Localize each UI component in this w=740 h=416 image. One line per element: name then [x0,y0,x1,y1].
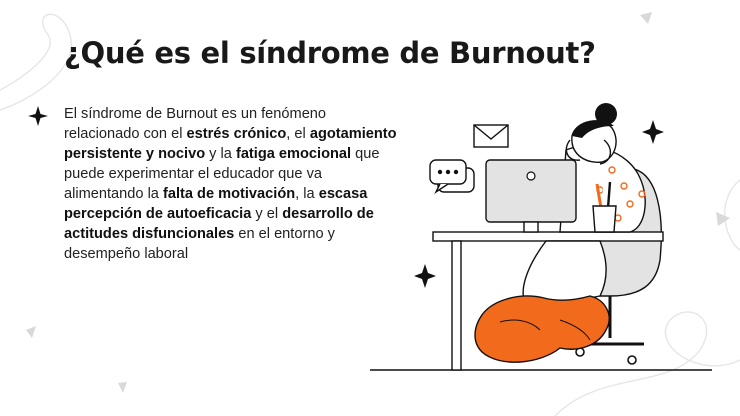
text-run: El síndrome de Burnout es un fenómeno relacionado con el [64,106,327,142]
text-run: y la [205,146,236,162]
chat-bubble-icon [430,160,474,192]
desk-top [433,232,663,241]
sparkle-icon [642,120,664,144]
emphasized-phrase: escasa percepción de autoeficacia [64,186,368,222]
computer-monitor [486,160,576,232]
person-legs [523,241,606,302]
text-run: y el [251,206,283,222]
emphasized-phrase: estrés crónico [186,126,287,142]
emphasized-phrase: fatiga emocional [235,146,352,162]
envelope-icon [474,125,508,147]
text-run: , el [286,126,310,142]
text-run: en el entorno y desempeño laboral [64,226,335,262]
desk-leg [452,241,461,370]
emphasized-phrase: falta de motivación [162,186,296,202]
slide-title: ¿Qué es el síndrome de Burnout? [64,36,596,70]
text-run: que puede experimentar el educador que va alimentando la [64,146,380,202]
emphasized-phrase: desarrollo de actitudes disfuncionales [64,206,374,242]
text-run: , la [295,186,319,202]
person-feet [475,296,609,362]
sparkle-icon [414,264,436,288]
emphasized-phrase: agotamiento persistente y nocivo [64,126,397,162]
